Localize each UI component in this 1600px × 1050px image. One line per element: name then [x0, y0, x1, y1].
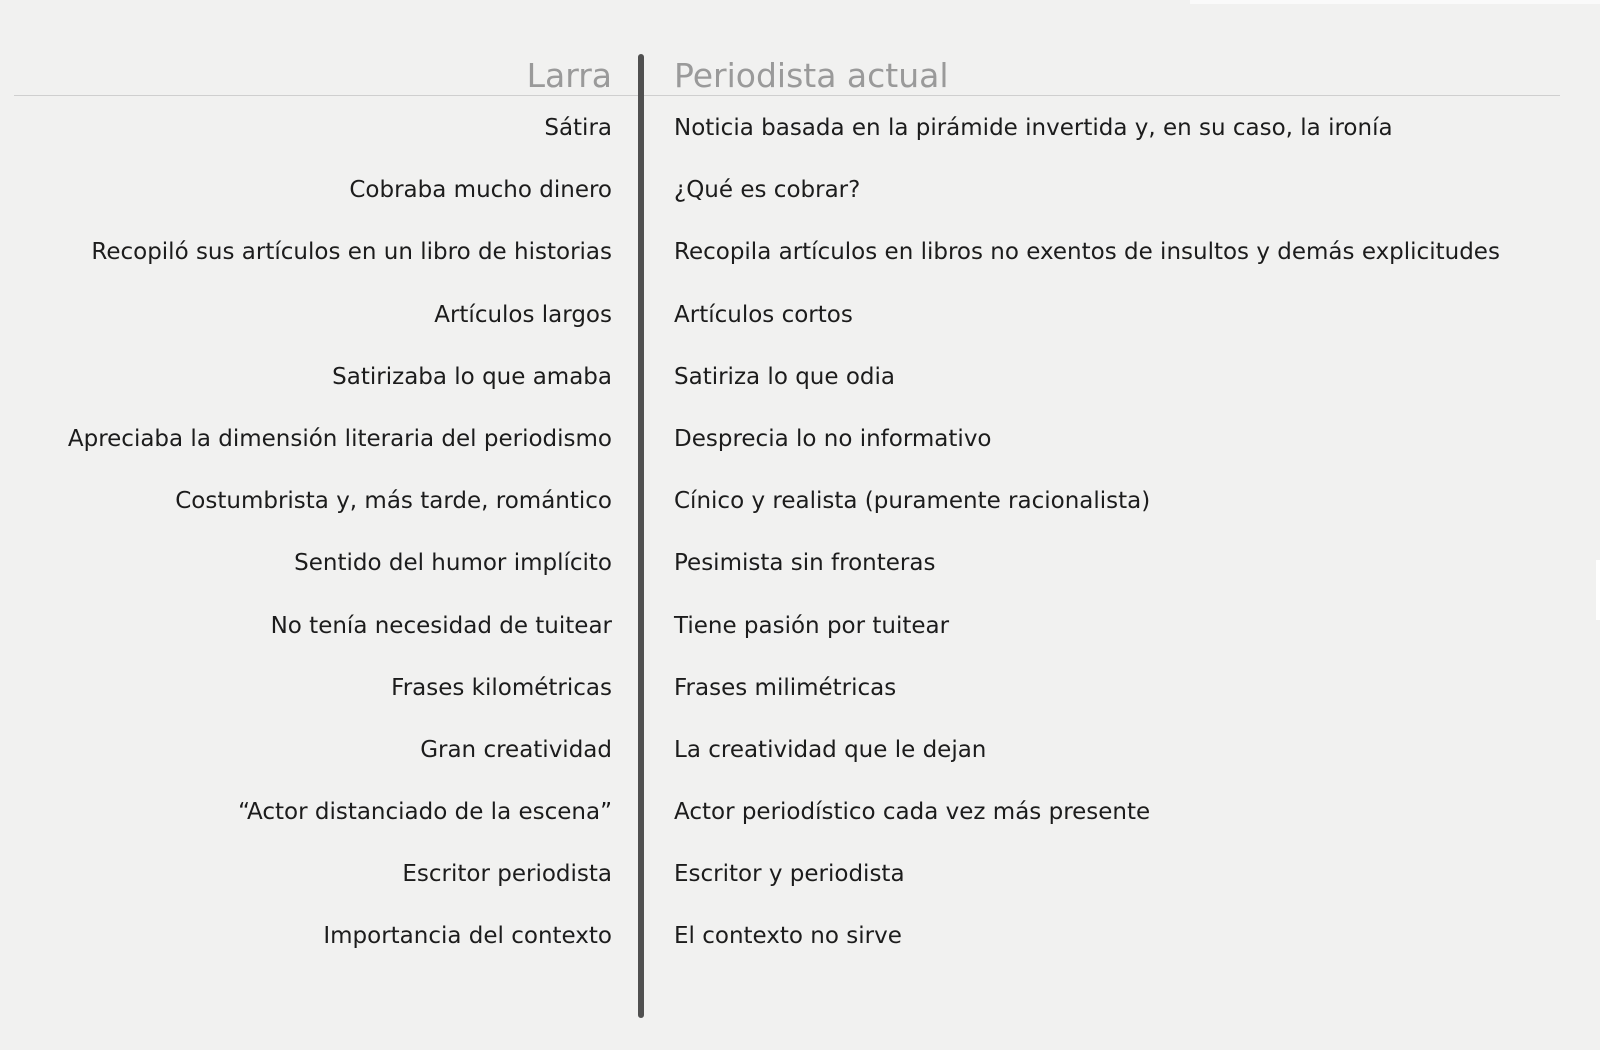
- right-cell: Cínico y realista (puramente racionalista): [674, 488, 1151, 515]
- left-cell: Sentido del humor implícito: [294, 550, 612, 577]
- left-cell: Importancia del contexto: [323, 923, 612, 950]
- left-cell: Cobraba mucho dinero: [349, 177, 612, 204]
- table-row: [0, 108, 1600, 170]
- right-cell: Satiriza lo que odia: [674, 363, 895, 390]
- left-cell: Frases kilométricas: [391, 674, 612, 701]
- rows-container: [0, 108, 1600, 979]
- table-row: [0, 730, 1600, 792]
- left-cell: No tenía necesidad de tuitear: [270, 612, 612, 639]
- header-left: Larra: [526, 56, 612, 95]
- header-right: Periodista actual: [674, 56, 949, 95]
- right-cell: La creatividad que le dejan: [674, 736, 987, 763]
- table-row: [0, 170, 1600, 232]
- right-cell: Frases milimétricas: [674, 674, 897, 701]
- table-row: [0, 916, 1600, 978]
- right-cell: Noticia basada en la pirámide invertida y, en su caso, la ironía: [674, 115, 1393, 141]
- right-cell: Pesimista sin fronteras: [674, 550, 936, 577]
- left-cell: “Actor distanciado de la escena”: [238, 799, 612, 826]
- right-cell: Actor periodístico cada vez más presente: [674, 799, 1151, 826]
- table-row: [0, 232, 1600, 294]
- left-cell: Sátira: [544, 115, 612, 141]
- table-row: [0, 792, 1600, 854]
- table-row: [0, 606, 1600, 668]
- table-row: [0, 419, 1600, 481]
- right-cell: Tiene pasión por tuitear: [674, 612, 950, 639]
- left-cell: Costumbrista y, más tarde, romántico: [175, 488, 612, 515]
- table-row: [0, 481, 1600, 543]
- right-cell: Escritor y periodista: [674, 861, 905, 888]
- header-divider: [14, 95, 1560, 96]
- right-cell: El contexto no sirve: [674, 923, 902, 950]
- right-cell: Desprecia lo no informativo: [674, 425, 992, 452]
- table-row: [0, 357, 1600, 419]
- left-cell: Escritor periodista: [402, 861, 612, 888]
- left-cell: Apreciaba la dimensión literaria del periodismo: [67, 425, 612, 452]
- edge-highlight: [1596, 560, 1600, 620]
- left-cell: Recopiló sus artículos en un libro de historias: [91, 239, 612, 266]
- right-cell: Recopila artículos en libros no exentos de insultos y demás explicitudes: [674, 239, 1500, 266]
- table-row: [0, 295, 1600, 357]
- top-edge-highlight: [1190, 0, 1600, 4]
- right-cell: ¿Qué es cobrar?: [674, 177, 861, 204]
- table-row: [0, 668, 1600, 730]
- right-cell: Artículos cortos: [674, 301, 853, 328]
- left-cell: Gran creatividad: [420, 736, 612, 763]
- table-row: [0, 854, 1600, 916]
- left-cell: Artículos largos: [434, 301, 612, 328]
- left-cell: Satirizaba lo que amaba: [332, 363, 612, 390]
- table-row: [0, 543, 1600, 605]
